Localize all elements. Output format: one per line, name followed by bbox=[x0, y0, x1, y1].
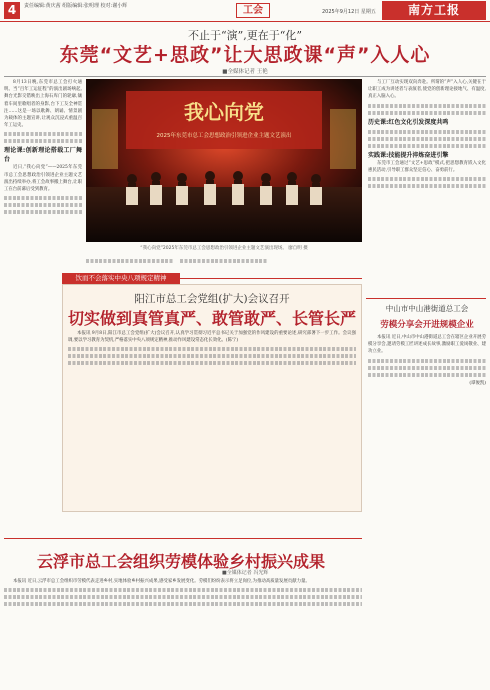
article1-kicker: 不止于“演”,更在于“化” bbox=[188, 29, 302, 42]
article1-headline: 东莞“文艺+思政”让大思政课“声”入人心 bbox=[59, 44, 431, 66]
article1-subhead: 历史课:红色文化引发深度共鸣 bbox=[368, 118, 449, 126]
divider bbox=[4, 538, 362, 539]
sidebar-end-mark: (谭俊凯) bbox=[469, 380, 486, 386]
stage-photo bbox=[86, 79, 362, 242]
article3-body bbox=[4, 578, 362, 686]
article2-kicker: 阳江市总工会党组(扩大)会议召开 bbox=[134, 293, 290, 305]
body-paragraph: 本报讯 近日,中山市中山港街道总工会在辖区企业开展劳模分享会,邀请劳模工匠讲述成长故事,激励职工爱岗敬业、建功立业。 bbox=[368, 335, 486, 355]
article3-headline: 云浮市总工会组织劳模体验乡村振兴成果 bbox=[36, 552, 325, 571]
body-paragraph: 8月13日晚,东莞市总工会打火通明。当“百年工运征程”的演出剧场响起,舞台光影交错映出上海石库门的轮廓,镶着车间里歌唱者的身影,台下工友全神贯注……这是一场以歌舞、朗诵、情景剧为载体的主题宣讲,让观众沉浸式重温百年工运史。 bbox=[4, 80, 82, 129]
issue-date: 2025年9月12日 星期五 bbox=[322, 9, 376, 15]
article1-column-4 bbox=[368, 79, 486, 295]
sidebar-kicker: 中山市中山港街道总工会 bbox=[385, 304, 469, 313]
article1-column-3 bbox=[180, 256, 268, 270]
divider bbox=[366, 298, 486, 299]
article3-byline: ■全媒体记者 冯光辉 bbox=[222, 570, 269, 576]
body-paragraph: 本报讯 9月8日,阳江市总工会党组(扩大)会议召开,认真学习贯彻习近平总书记关于加强党的作风建设的重要论述,研究部署下一步工作。会议强调,要以学习教育为契机,严格落实中央八项规定精神,推动作风建设常态化长效化。(陈宁) bbox=[68, 331, 356, 344]
article2-tag: 饮而不会落实中央八项规定精神 bbox=[62, 273, 180, 284]
page-number: 4 bbox=[4, 2, 20, 19]
body-paragraph: 近日,“我心向党”——2025年东莞市总工会思想政治引领进企业主题文艺演出持续举办,将工会故事搬上舞台,让职工在台前幕后受到教育。 bbox=[4, 165, 82, 193]
article2-body bbox=[68, 330, 356, 508]
photo-caption: “我心向党”2025年东莞市总工会思想政治引领进企业主题文艺演出现场。 廖自明 摄 bbox=[140, 246, 308, 251]
article1-subhead: 理论课:创新理论搭载工厂舞台 bbox=[4, 147, 82, 164]
sidebar-headline: 劳模分享会开进规模企业 bbox=[380, 320, 474, 330]
editor-credits: 责任编辑:黄庆茜 组版编辑:张明理 校对:谢小辉 bbox=[24, 3, 128, 9]
divider bbox=[180, 278, 362, 279]
body-paragraph: 东莞市工会通过“文艺+思政”模式,把思想教育嵌入文化惠民活动,引导职工群众坚定信心、奋勇前行。 bbox=[368, 160, 486, 173]
article1-subhead: 实践课:技能提升淬炼奋进引擎 bbox=[368, 151, 449, 159]
article2-headline: 切实做到真管真严、敢管敢严、长管长严 bbox=[67, 309, 356, 328]
article1-column-1 bbox=[4, 79, 82, 269]
section-label: 工会 bbox=[236, 3, 270, 18]
article1-byline: ■全媒体记者 王艳 bbox=[222, 69, 268, 75]
divider bbox=[4, 76, 486, 77]
body-paragraph: 与工厂互动实现双向奔赴。所谓的“声”入人心,关键在于让职工成为讲述者与表演者,使党的创新理论接地气、有温度,真正入脑入心。 bbox=[368, 80, 486, 100]
newspaper-logo: 南方工报 bbox=[382, 1, 486, 20]
article1-column-2 bbox=[86, 256, 174, 270]
stage-banner-title: 我心向党 bbox=[184, 100, 264, 124]
stage-banner-subtitle: 2025年东莞市总工会思想政治引领进企业主题文艺演出 bbox=[156, 133, 292, 139]
page-header bbox=[0, 0, 490, 22]
sidebar-body bbox=[368, 334, 486, 686]
body-paragraph: 本报讯 近日,云浮市总工会组织市劳模代表走进乡村,实地体验乡村振兴成果,感受家乡发展变化。劳模们纷纷表示将立足岗位,为推动高质量发展贡献力量。 bbox=[13, 579, 310, 584]
